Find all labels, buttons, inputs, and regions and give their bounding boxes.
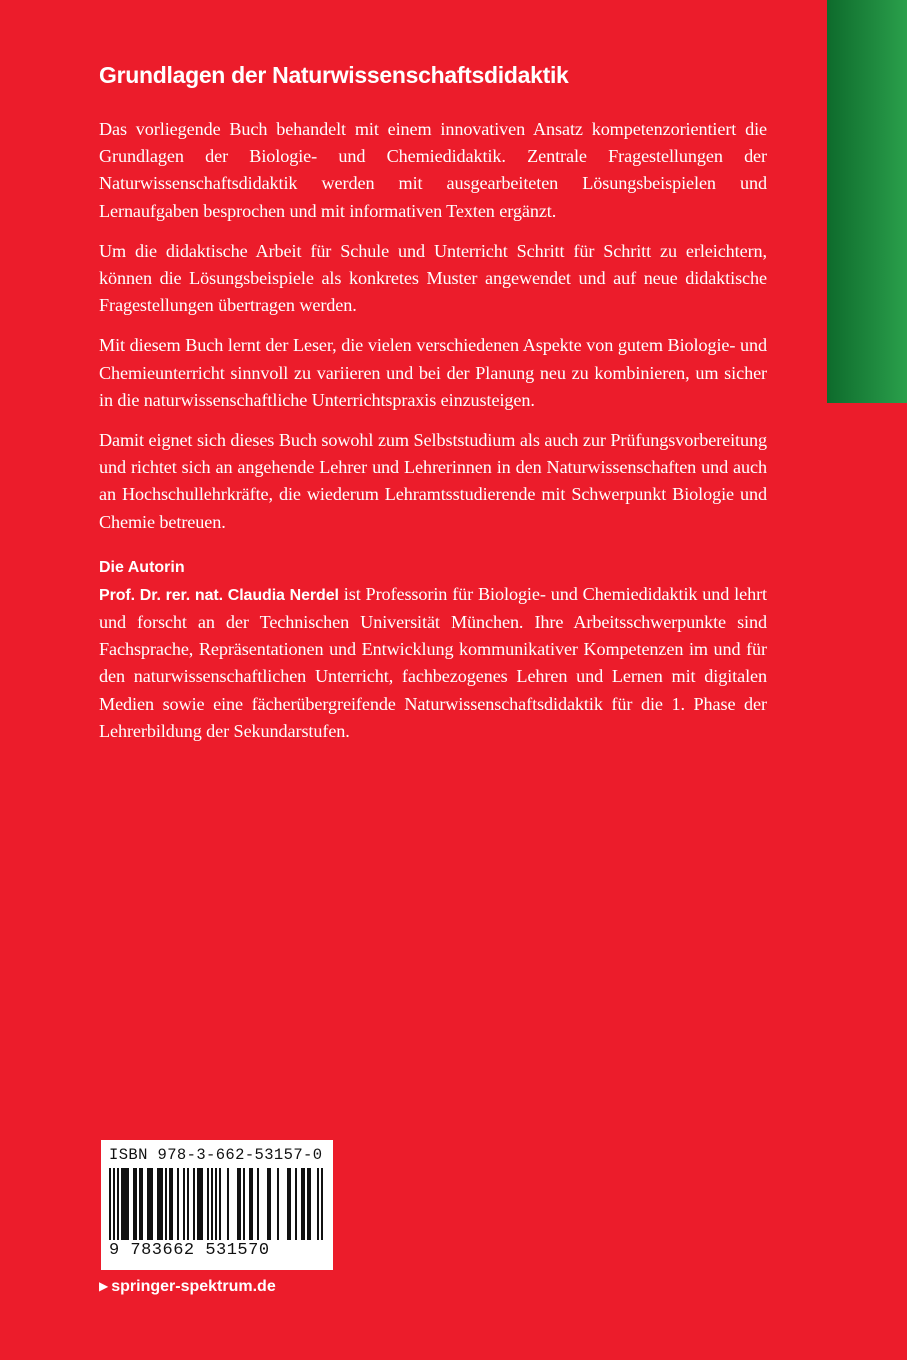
barcode-bar	[277, 1168, 279, 1240]
description-paragraph-4: Damit eignet sich dieses Buch sowohl zum Selbststudium als auch zur Prüfungsvorbereitung und richtet sich an angehende Lehrer und Lehrerinnen in den Naturwissenschaften und auch an Hochschullehrkräfte, die wiederum Lehramtsstudierende mit Schwerpunkt Biologie und Chemie betreuen.	[99, 430, 767, 532]
barcode-bar	[249, 1168, 253, 1240]
barcode-digits: 9 783662 531570	[109, 1241, 270, 1260]
isbn-barcode	[101, 1140, 333, 1270]
barcode-bar	[317, 1168, 319, 1240]
barcode-bar	[219, 1168, 221, 1240]
isbn-label: ISBN 978-3-662-53157-0	[109, 1146, 323, 1164]
barcode-bar	[133, 1168, 137, 1240]
barcode-bar	[187, 1168, 189, 1240]
green-accent-band	[827, 0, 907, 403]
publisher-website[interactable]	[99, 1275, 276, 1298]
barcode-bar	[193, 1168, 195, 1240]
barcode-bar	[257, 1168, 259, 1240]
barcode-bar	[237, 1168, 241, 1240]
barcode-bar	[307, 1168, 311, 1240]
barcode-bar	[215, 1168, 217, 1240]
barcode-bar	[165, 1168, 167, 1240]
barcode-bar	[177, 1168, 179, 1240]
barcode-bar	[295, 1168, 297, 1240]
barcode-bar	[321, 1168, 323, 1240]
back-cover-content	[99, 60, 767, 745]
barcode-bar	[117, 1168, 119, 1240]
barcode-bar	[121, 1168, 129, 1240]
description-paragraph-2: Um die didaktische Arbeit für Schule und Unterricht Schritt für Schritt zu erleichtern, können die Lösungsbeispiele als konkretes Muster angewendet und auf neue didaktische Fragestellungen übertragen werden.	[99, 240, 767, 316]
website-link-text[interactable]: springer-spektrum.de	[111, 1278, 276, 1295]
barcode-bar	[169, 1168, 173, 1240]
book-title: Grundlagen der Naturwissenschaftsdidaktik	[99, 62, 569, 88]
barcode-bars	[109, 1168, 325, 1242]
barcode-bar	[211, 1168, 213, 1240]
barcode-bar	[227, 1168, 229, 1240]
author-bio	[99, 581, 767, 745]
barcode-bar	[109, 1168, 111, 1240]
author-heading: Die Autorin	[99, 558, 185, 576]
barcode-bar	[113, 1168, 115, 1240]
barcode-bar	[287, 1168, 291, 1240]
triangle-right-icon: ▶	[99, 1279, 109, 1293]
barcode-bar	[139, 1168, 143, 1240]
description-paragraph-3: Mit diesem Buch lernt der Leser, die vielen verschiedenen Aspekte von gutem Biologie- und Chemieunterricht sinnvoll zu variieren und bei der Planung neu zu kombinieren, um sicher in die naturwissenschaftliche Unterrichtspraxis einzusteigen.	[99, 335, 767, 410]
barcode-bar	[301, 1168, 305, 1240]
barcode-bar	[197, 1168, 203, 1240]
author-name: Prof. Dr. rer. nat. Claudia Nerdel	[99, 586, 339, 604]
barcode-bar	[147, 1168, 153, 1240]
description-paragraph-1: Das vorliegende Buch behandelt mit einem innovativen Ansatz kompetenzorientiert die Grundlagen der Biologie- und Chemiedidaktik. Zentrale Fragestellungen der Naturwissenschaftsdidaktik werden mit ausgearbeiteten Lösungsbeispielen und Lernaufgaben besprochen und mit informativen Texten ergänzt.	[99, 119, 767, 221]
barcode-bar	[267, 1168, 271, 1240]
barcode-bar	[243, 1168, 245, 1240]
barcode-bar	[183, 1168, 185, 1240]
barcode-bar	[157, 1168, 163, 1240]
author-bio-text: ist Professorin für Biologie- und Chemiedidaktik und lehrt und forscht an der Technischen Universität München. Ihre Arbeitsschwerpunkte sind Fachsprache, Repräsentationen und Entwicklung kommunikativer Kompetenzen im und für den naturwissenschaftlichen Unterricht, fachbezogenes Lehren und Lernen mit digitalen Medien sowie eine fächerübergreifende Naturwissenschaftsdidaktik für die 1. Phase der Lehrerbildung der Sekundarstufen.	[99, 583, 768, 741]
barcode-bar	[207, 1168, 209, 1240]
